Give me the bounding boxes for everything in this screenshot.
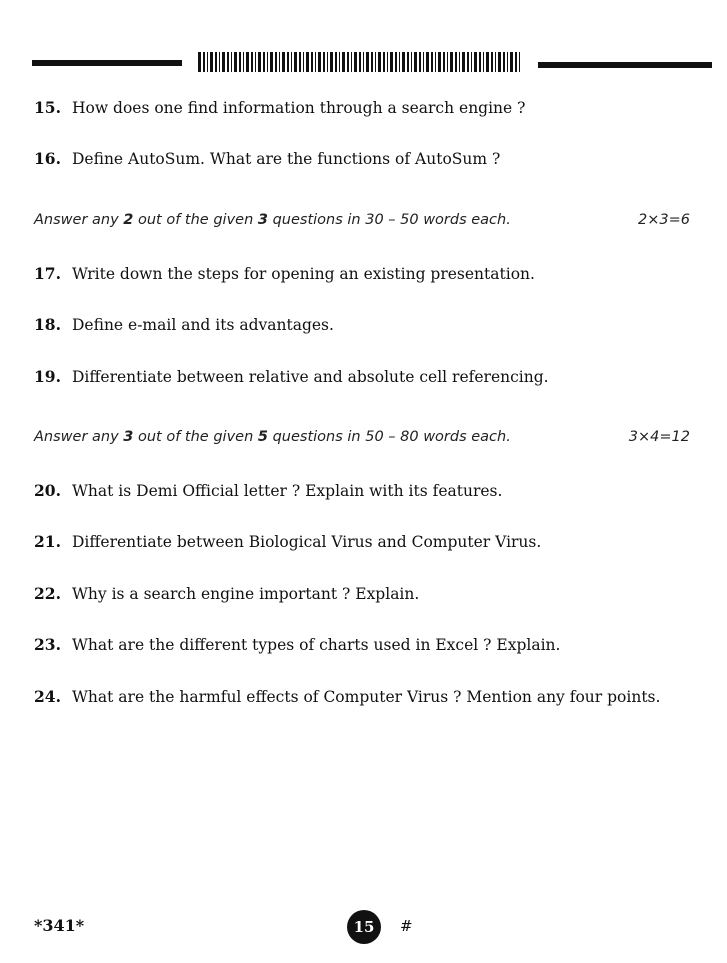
instruction-text: Answer any 3 out of the given 5 questions in 50 – 80 words each. xyxy=(34,429,511,445)
question-20 xyxy=(34,481,502,500)
question-text: Write down the steps for opening an existing presentation. xyxy=(72,265,535,283)
marks-scheme: 2×3=6 xyxy=(638,212,690,228)
question-23 xyxy=(34,635,560,654)
question-text: What are the harmful effects of Computer Virus ? Mention any four points. xyxy=(72,688,661,706)
question-text: Define e-mail and its advantages. xyxy=(72,316,334,334)
question-number: 19. xyxy=(34,367,61,386)
question-22 xyxy=(34,584,419,603)
marks-scheme: 3×4=12 xyxy=(628,429,690,445)
question-21 xyxy=(34,532,541,551)
question-number: 16. xyxy=(34,149,61,168)
page-number-badge: 15 xyxy=(347,910,381,944)
question-text: How does one find information through a search engine ? xyxy=(72,99,526,117)
barcode xyxy=(198,52,520,72)
question-17 xyxy=(34,264,535,283)
section-instruction-1 xyxy=(34,212,690,228)
page-header xyxy=(0,52,727,76)
hash-mark: # xyxy=(400,917,413,935)
question-number: 17. xyxy=(34,264,61,283)
question-24 xyxy=(34,687,660,706)
question-text: Differentiate between relative and absolute cell referencing. xyxy=(72,368,549,386)
question-number: 22. xyxy=(34,584,61,603)
section-instruction-2 xyxy=(34,429,690,445)
question-text: Why is a search engine important ? Explain. xyxy=(72,585,420,603)
question-19 xyxy=(34,367,549,386)
question-18 xyxy=(34,315,334,334)
question-number: 18. xyxy=(34,315,61,334)
question-number: 24. xyxy=(34,687,61,706)
question-text: Differentiate between Biological Virus and Computer Virus. xyxy=(72,533,542,551)
question-text: What is Demi Official letter ? Explain with its features. xyxy=(72,482,503,500)
question-text: What are the different types of charts used in Excel ? Explain. xyxy=(72,636,561,654)
instruction-text: Answer any 2 out of the given 3 questions in 30 – 50 words each. xyxy=(34,212,511,228)
header-bar-left xyxy=(32,60,182,66)
question-16 xyxy=(34,149,500,168)
question-number: 23. xyxy=(34,635,61,654)
question-number: 21. xyxy=(34,532,61,551)
question-text: Define AutoSum. What are the functions of AutoSum ? xyxy=(72,150,501,168)
question-15 xyxy=(34,98,525,117)
question-number: 15. xyxy=(34,98,61,117)
paper-code: *341* xyxy=(34,916,85,935)
question-number: 20. xyxy=(34,481,61,500)
header-bar-right xyxy=(538,62,712,68)
